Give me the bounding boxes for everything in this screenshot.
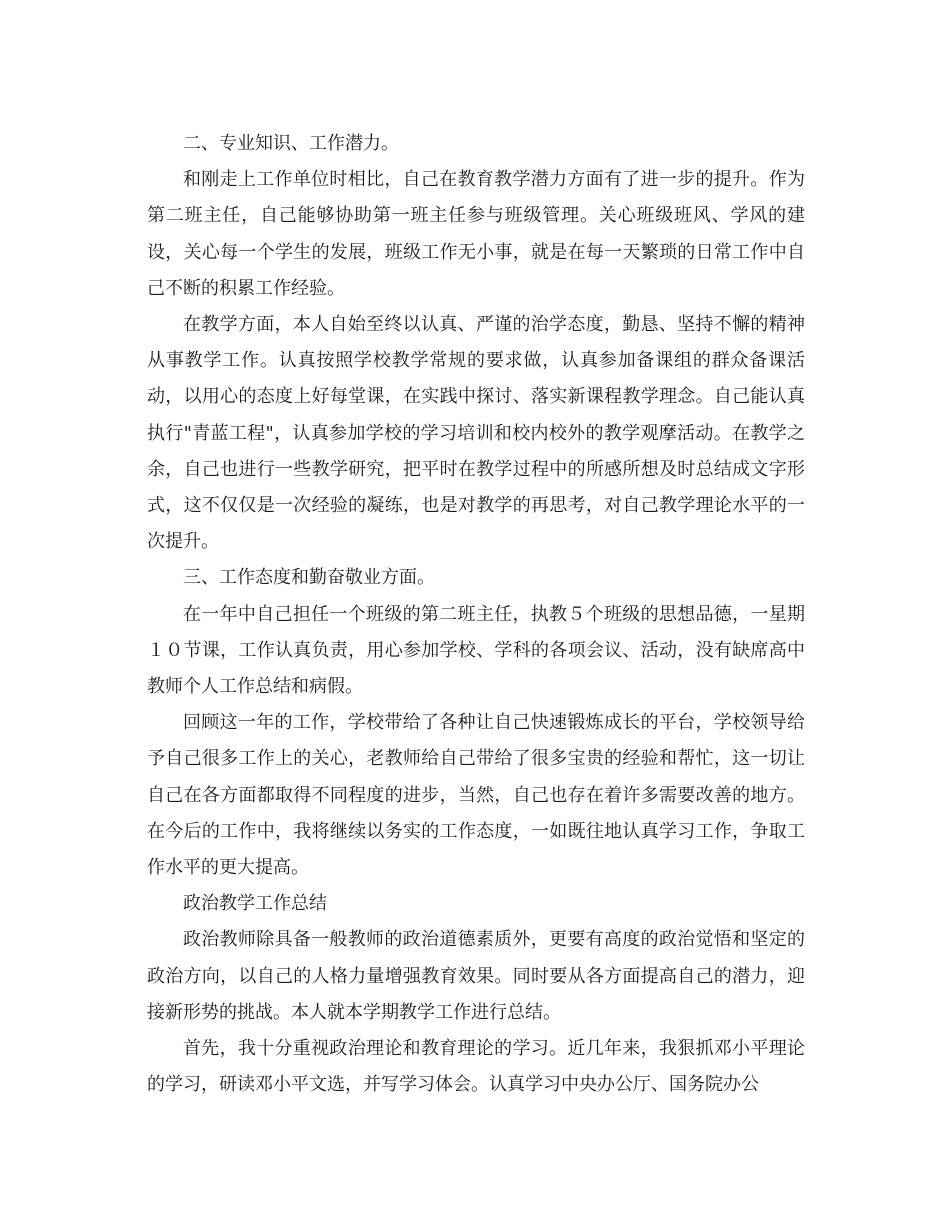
section-heading-3: 三、工作态度和勤奋敬业方面。 — [183, 567, 435, 589]
paragraph: 在教学方面，本人自始至终以认真、严谨的治学态度，勤恳、坚持不懈的精神从事教学工作。认真按照学校教学常规的要求做，认真参加备课组的群众备课活动，以用心的态度上好每堂课，在实践中探讨、落实新课程教学理念。自己能认真执行"青蓝工程"，认真参加学校的学习培训和校内校外的教学观摩活动。在教学之余，自己也进行一些教学研究，把平时在教学过程中的所感所想及时总结成文字形式，这不仅仅是一次经验的凝练，也是对教学的再思考，对自己教学理论水平的一次提升。 — [147, 314, 805, 553]
paragraph: 回顾这一年的工作，学校带给了各种让自己快速锻炼成长的平台，学校领导给予自己很多工作上的关心，老教师给自己带给了很多宝贵的经验和帮忙，这一切让自己在各方面都取得不同程度的进步，当然，自己也存在着许多需要改善的地方。在今后的工作中，我将继续以务实的工作态度，一如既往地认真学习工作，争取工作水平的更大提高。 — [147, 712, 805, 879]
paragraph: 首先，我十分重视政治理论和教育理论的学习。近几年来，我狠抓邓小平理论的学习，研读邓小平文选，并写学习体会。认真学习中央办公厅、国务院办公 — [147, 1038, 805, 1096]
document-body — [147, 126, 805, 1103]
paragraph: 和刚走上工作单位时相比，自己在教育教学潜力方面有了进一步的提升。作为第二班主任，自己能够协助第一班主任参与班级管理。关心班级班风、学风的建设，关心每一个学生的发展，班级工作无小事，就是在每一天繁琐的日常工作中自己不断的积累工作经验。 — [147, 169, 805, 299]
paragraph: 政治教师除具备一般教师的政治道德素质外，更要有高度的政治觉悟和坚定的政治方向，以自己的人格力量增强教育效果。同时要从各方面提高自己的潜力，迎接新形势的挑战。本人就本学期教学工作进行总结。 — [147, 929, 805, 1023]
subtitle-heading: 政治教学工作总结 — [183, 893, 327, 915]
section-heading-2: 二、专业知识、工作潜力。 — [183, 133, 399, 154]
paragraph: 在一年中自己担任一个班级的第二班主任，执教５个班级的思想品德，一星期１０节课，工作认真负责，用心参加学校、学科的各项会议、活动，没有缺席高中教师个人工作总结和病假。 — [147, 603, 805, 698]
